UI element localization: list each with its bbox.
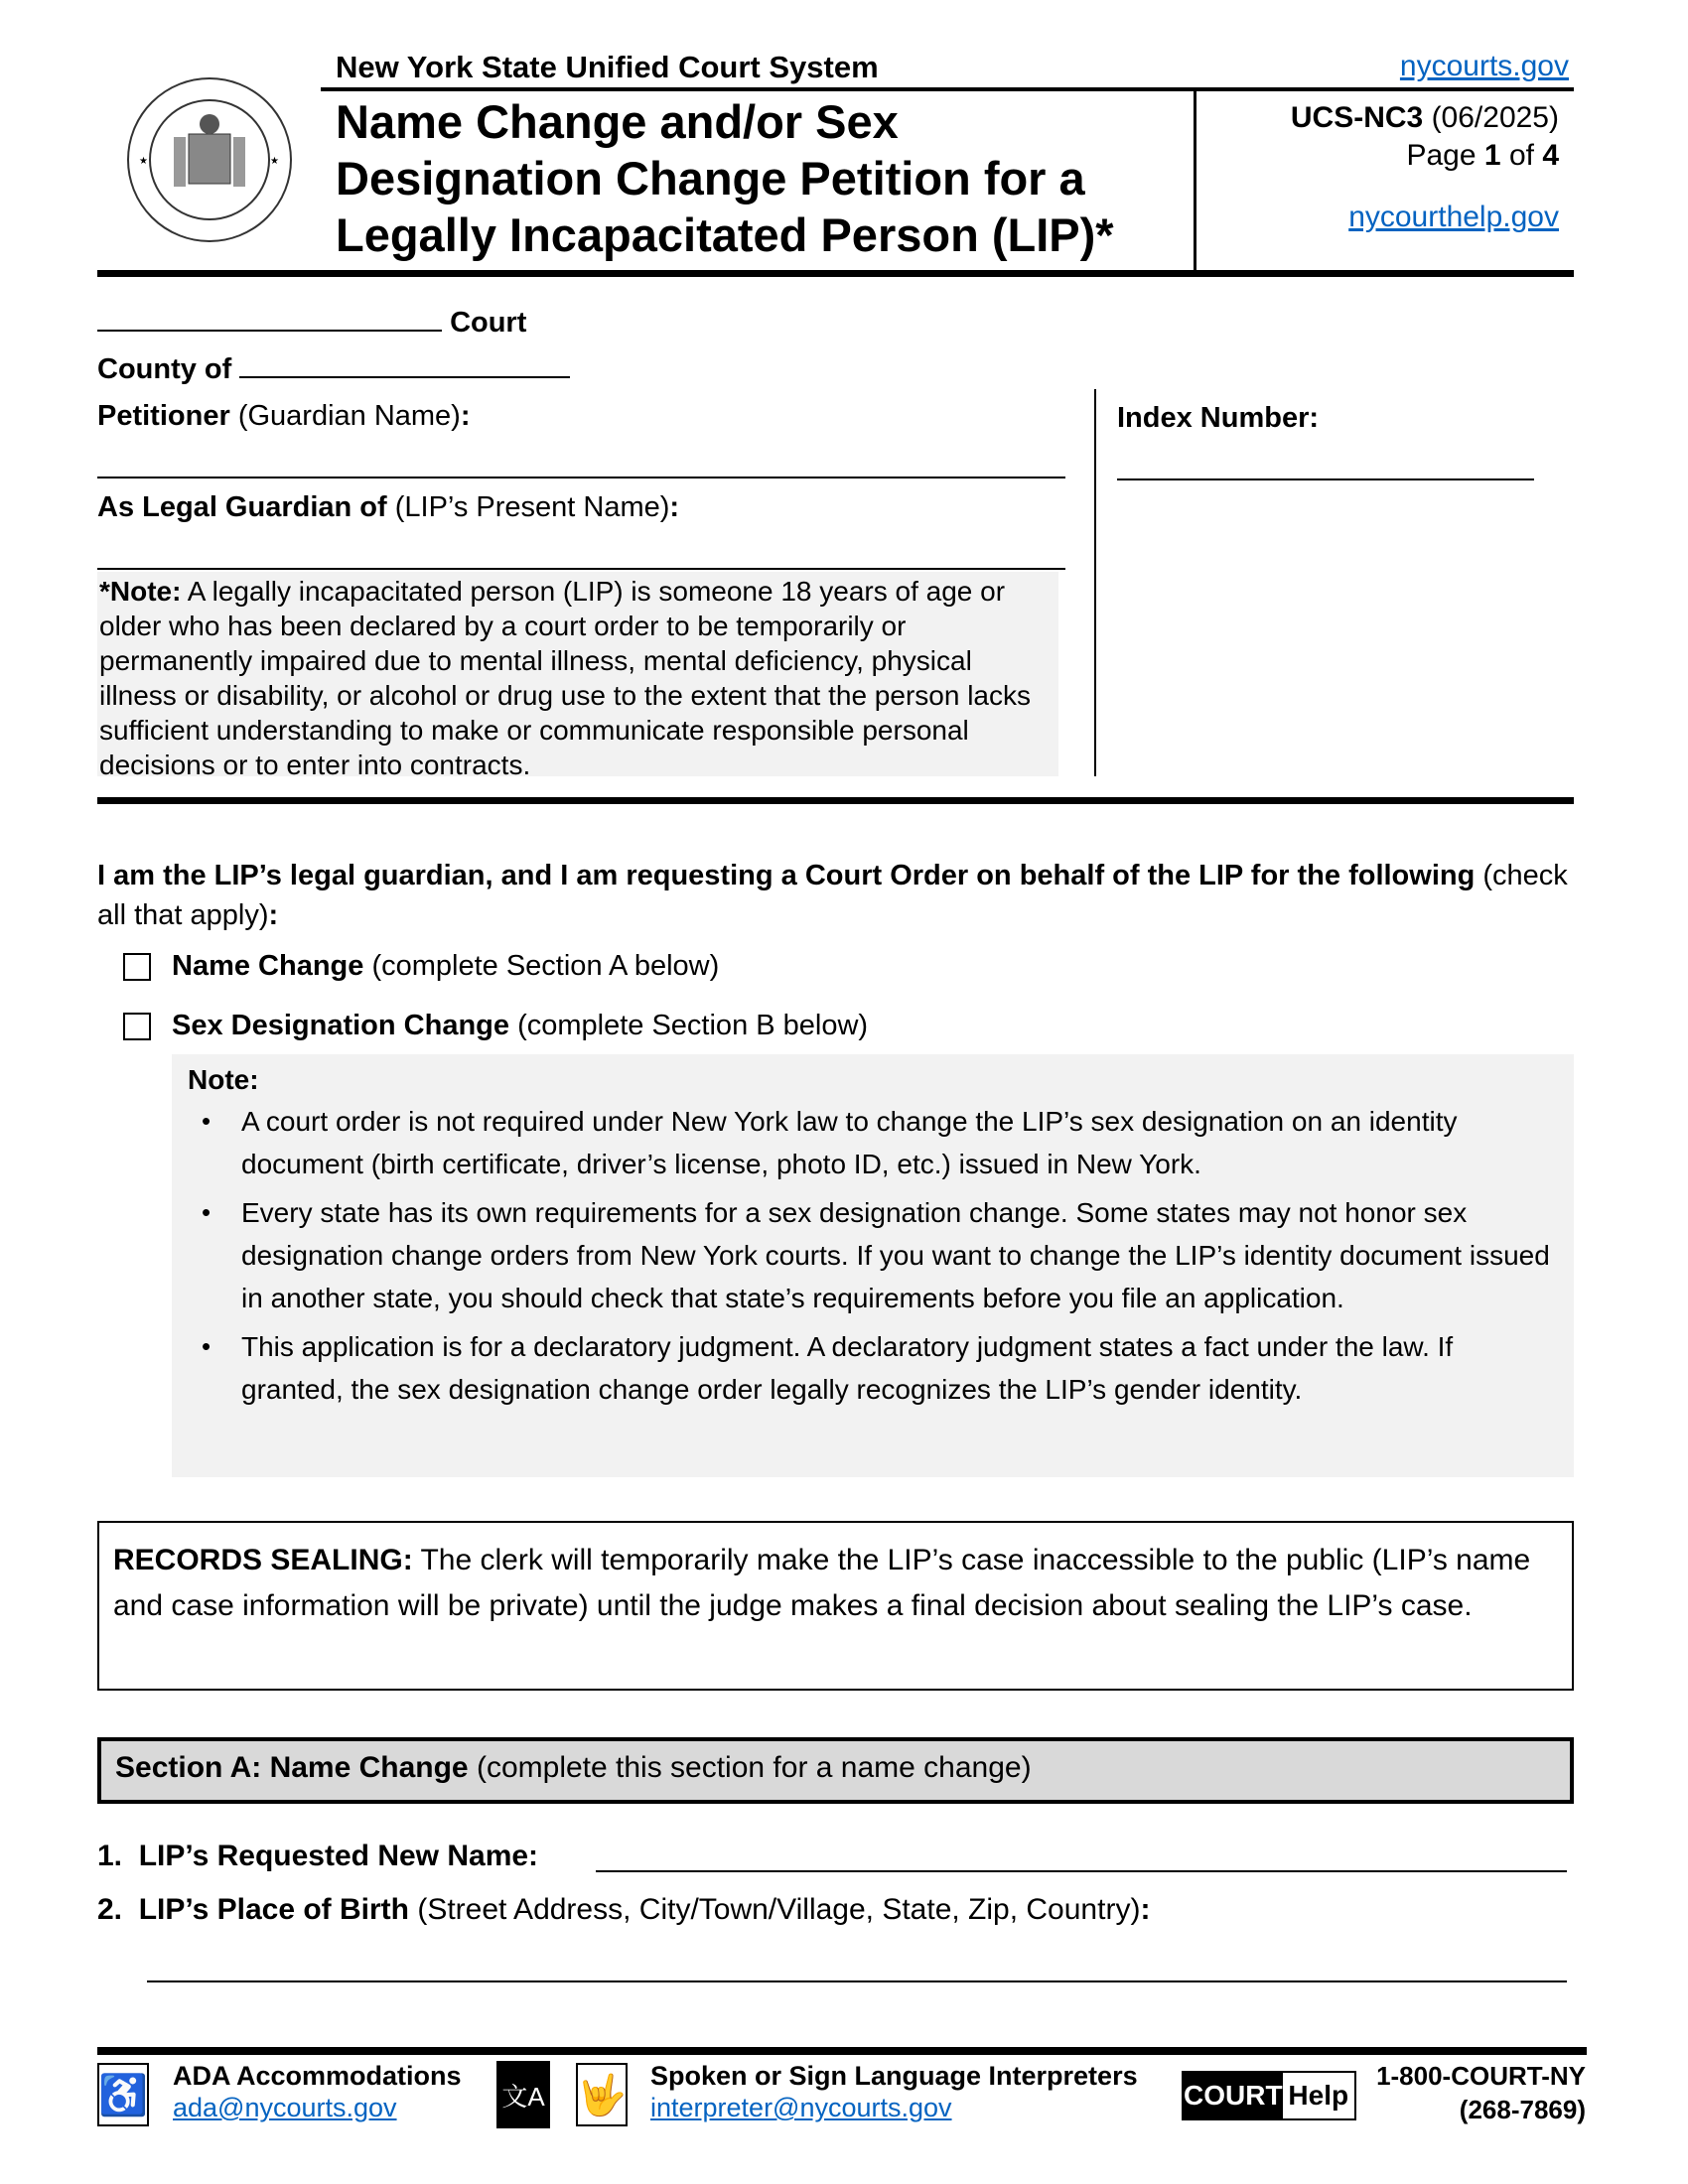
petitioner-label [97,399,471,434]
svg-text:★: ★ [270,156,279,167]
intro-bold: I am the LIP’s legal guardian, and I am requesting a Court Order on behalf of the LIP for the following [97,860,1476,891]
form-date: (06/2025) [1431,101,1559,134]
petitioner-hint: (Guardian Name) [237,400,461,432]
option-label: Name Change [172,950,364,982]
note-item: • Every state has its own requirements for a sex designation change. Some states may not honor sex designation change orders from New York courts. If you want to change the LIP’s identity document issued in another state, you should check that state’s requirements before you file an application. [164,1191,1554,1319]
phone-number: 1-800-COURT-NY [1376,2061,1586,2091]
page-of: of [1508,139,1534,172]
seal-icon [129,79,290,240]
note-label: *Note: [99,576,182,607]
note-title: Note: [188,1064,259,1095]
form-id [1291,99,1559,175]
form-code: UCS-NC3 [1290,101,1424,134]
section-a-header [97,1737,1574,1804]
petitioner-field[interactable] [97,477,1065,478]
name-change-option [172,949,719,984]
sign-language-icon: 🤟 [576,2063,628,2126]
intro-hint: (check all that apply) [97,860,1568,931]
section-title: Section A: Name Change [115,1751,469,1784]
page-num: 1 [1483,139,1501,172]
section-hint: (complete this section for a name change) [476,1751,1032,1784]
courthelp-logo [1182,2071,1356,2120]
option-label: Sex Designation Change [172,1010,510,1041]
note-item: • This application is for a declaratory judgment. A declaratory judgment states a fact under the law. If granted, the sex designation change order legally recognizes the LIP’s gender identity. [164,1325,1554,1411]
org-name: New York State Unified Court System [336,50,879,84]
item-label: LIP’s Requested New Name: [138,1840,539,1872]
page-label: Page [1406,139,1477,172]
item-2 [97,1892,1150,1927]
sealing-label: RECORDS SEALING: [113,1544,413,1576]
svg-text:★: ★ [139,156,148,167]
item-label: LIP’s Place of Birth [138,1893,409,1926]
colon: : [268,899,279,931]
sex-designation-note-box [172,1054,1574,1477]
colon: : [1140,1893,1151,1926]
title-line: Legally Incapacitated Person (LIP)* [336,208,1114,261]
title-line: Designation Change Petition for a [336,152,1085,205]
place-of-birth-field[interactable] [147,1980,1567,1982]
item-hint: (Street Address, City/Town/Village, State, Zip, Country) [417,1893,1141,1926]
county-label: County of [97,353,232,385]
title-line: Name Change and/or Sex [336,95,899,148]
court-label: Court [450,307,527,339]
county-field[interactable] [239,352,570,378]
language-interpreter-icon: 文A [496,2061,550,2128]
nycourthelp-link[interactable]: nycourthelp.gov [1348,201,1559,233]
guardian-label [97,490,679,525]
logo-help: Help [1288,2080,1349,2111]
guardian-hint: (LIP’s Present Name) [394,491,670,523]
page-total: 4 [1542,139,1559,172]
petitioner-label-text: Petitioner [97,400,230,432]
note-text: A legally incapacitated person (LIP) is someone 18 years of age or older who has been declared by a court order to be temporarily or permanently impaired due to mental illness, mental deficiency, physical illness or disability, or alcohol or drug use to the extent that the person lacks sufficient understanding to make or communicate responsible personal decisions or to enter into contracts. [99,576,1031,780]
lip-present-name-field[interactable] [97,568,1065,570]
sealing-text: The clerk will temporarily make the LIP’s case inaccessible to the public (LIP’s name and case information will be private) until the judge makes a final decision about sealing the LIP’s case. [113,1544,1531,1622]
item-1 [97,1839,538,1873]
option-hint: (complete Section B below) [517,1010,869,1041]
county-line [97,352,570,387]
court-seal [127,77,292,242]
guardian-label-text: As Legal Guardian of [97,491,387,523]
colon: : [669,491,680,523]
interpreter-title: Spoken or Sign Language Interpreters [650,2061,1138,2091]
ada-email-link[interactable]: ada@nycourts.gov [173,2093,397,2122]
phone-digits: (268-7869) [1459,2095,1586,2124]
name-change-checkbox[interactable] [123,953,151,981]
interpreter-email-link[interactable]: interpreter@nycourts.gov [650,2093,952,2122]
wheelchair-icon: ♿ [97,2063,149,2126]
logo-court: COURT [1184,2073,1283,2118]
lip-note-box [97,572,1058,780]
item-num: 1. [97,1840,123,1872]
sex-designation-option [172,1009,868,1043]
index-number-label: Index Number: [1117,402,1320,434]
court-name-field[interactable] [97,306,442,332]
colon: : [460,400,471,432]
note-item: • A court order is not required under New York law to change the LIP’s sex designation on an identity document (birth certificate, driver’s license, photo ID, etc.) issued in New York. [164,1100,1554,1185]
records-sealing-box [97,1521,1574,1691]
sex-designation-checkbox[interactable] [123,1013,151,1040]
option-hint: (complete Section A below) [371,950,720,982]
item-num: 2. [97,1893,123,1926]
form-title [336,93,1114,263]
court-line [97,306,526,341]
phone-block [1376,2059,1586,2126]
index-number-field[interactable] [1117,478,1534,480]
nycourts-link[interactable]: nycourts.gov [1399,50,1569,82]
request-intro [97,856,1577,935]
ada-title: ADA Accommodations [173,2061,462,2091]
requested-new-name-field[interactable] [596,1870,1567,1872]
